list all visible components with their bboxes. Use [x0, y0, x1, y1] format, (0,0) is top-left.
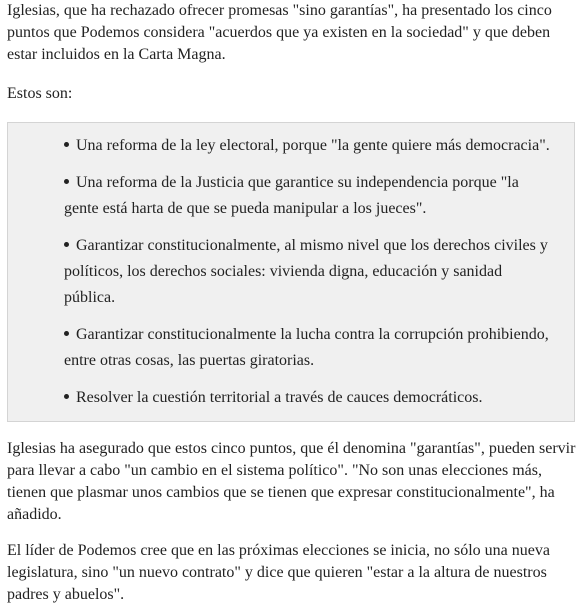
bullet-icon — [64, 242, 69, 247]
paragraph-new-contract: El líder de Podemos cree que en las próximas elecciones se inicia, no sólo una nueva legislatura, sino "un nuevo contrato" y dice que quieren "estar a la altura de nuestros padres y abuelos". — [7, 542, 550, 603]
point-text: Garantizar constitucionalmente, al mismo nivel que los derechos civiles y políticos, los derechos sociales: vivienda digna, educación y sanidad pública. — [64, 237, 548, 306]
paragraph-guarantees: Iglesias ha asegurado que estos cinco puntos, que él denomina "garantías", pueden servir para llevar a cabo "un cambio en el sistema político". "No son unas elecciones más, tienen que plasmar unos cambios que se tienen que expresar constitucionalmente", ha añadido. — [7, 440, 576, 523]
bullet-icon — [64, 142, 69, 147]
point-text: Resolver la cuestión territorial a través de cauces democráticos. — [76, 389, 483, 406]
bullet-icon — [64, 179, 69, 184]
points-list — [64, 133, 554, 411]
bullet-icon — [64, 331, 69, 336]
list-item — [64, 322, 554, 374]
list-item — [64, 133, 554, 159]
points-box — [7, 122, 575, 422]
list-item — [64, 233, 554, 311]
point-text: Una reforma de la ley electoral, porque "la gente quiere más democracia". — [76, 137, 550, 154]
list-item — [64, 385, 554, 411]
lead-in-paragraph: Estos son: — [7, 85, 73, 102]
bullet-icon — [64, 394, 69, 399]
point-text: Garantizar constitucionalmente la lucha contra la corrupción prohibiendo, entre otras cosas, las puertas giratorias. — [64, 326, 549, 369]
list-item — [64, 170, 554, 222]
intro-paragraph: Iglesias, que ha rechazado ofrecer promesas "sino garantías", ha presentado los cinco puntos que Podemos considera "acuerdos que ya existen en la sociedad" y que deben estar incluidos en la Carta Magna. — [7, 2, 552, 63]
point-text: Una reforma de la Justicia que garantice su independencia porque "la gente está harta de que se pueda manipular a los jueces". — [64, 174, 519, 217]
